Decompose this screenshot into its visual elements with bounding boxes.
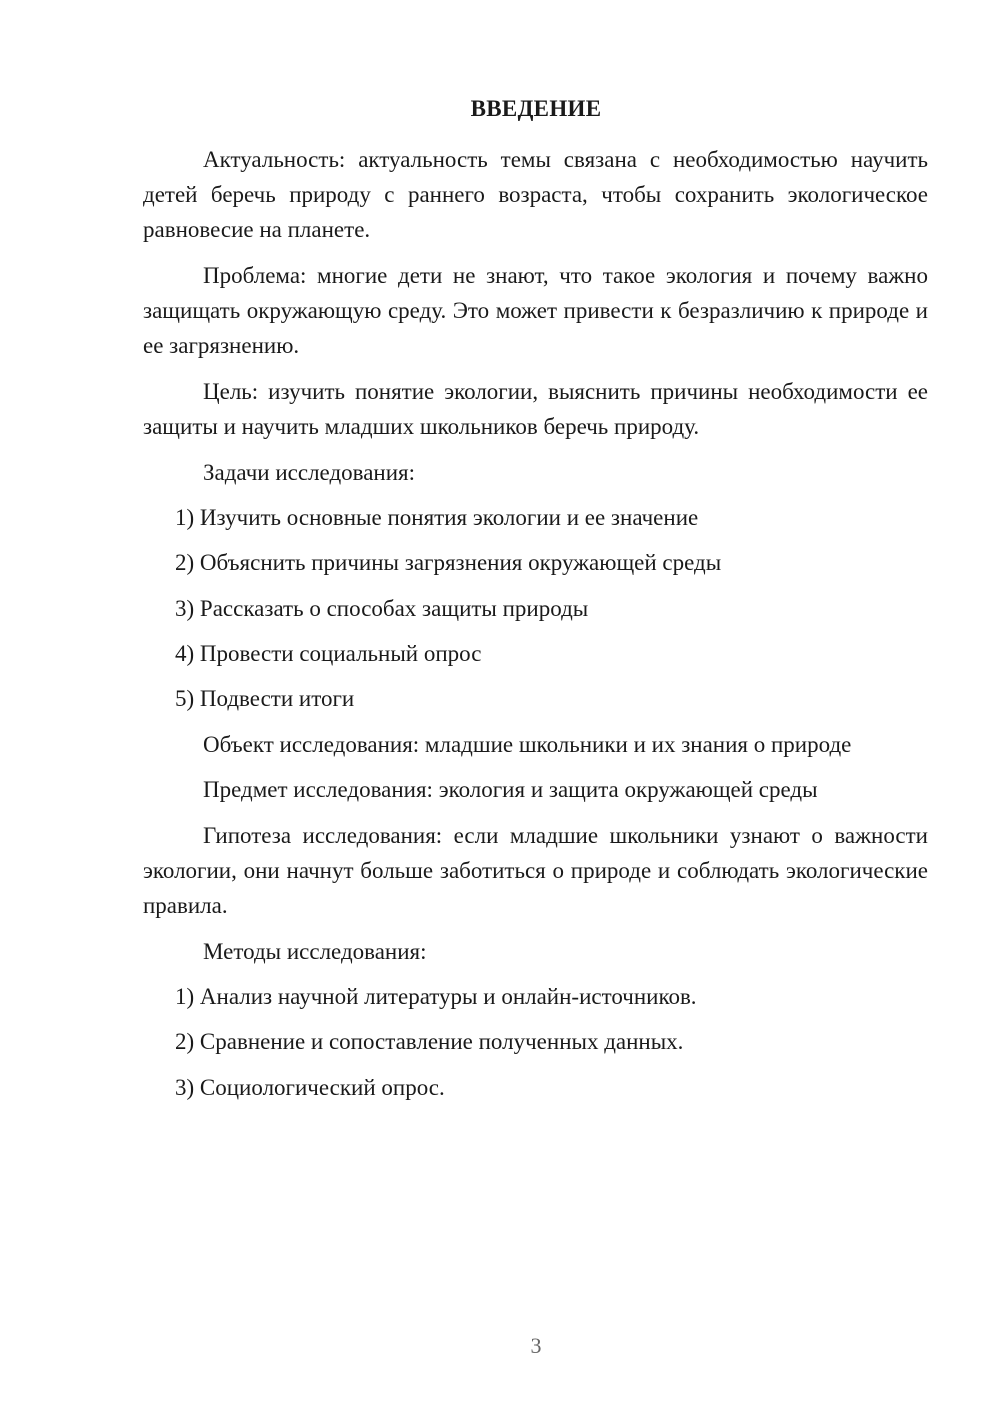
problem-paragraph: Проблема: многие дети не знают, что такое экология и почему важно защищать окружающую среду. Это может привести к безразличию к природе и ее загрязнению. <box>143 263 928 358</box>
page-number: 3 <box>530 1333 542 1358</box>
hypothesis-paragraph: Гипотеза исследования: если младшие школьники узнают о важности экологии, они начнут больше заботиться о природе и соблюдать экологические правила. <box>143 823 928 918</box>
object-line: Объект исследования: младшие школьники и их знания о природе <box>203 732 852 757</box>
method-item: 3) Социологический опрос. <box>175 1075 445 1100</box>
task-item: 1) Изучить основные понятия экологии и ее значение <box>175 505 699 530</box>
task-item: 2) Объяснить причины загрязнения окружающей среды <box>175 550 722 575</box>
method-item: 2) Сравнение и сопоставление полученных данных. <box>175 1029 684 1054</box>
task-item: 4) Провести социальный опрос <box>175 641 482 666</box>
task-item: 5) Подвести итоги <box>175 686 355 711</box>
tasks-heading: Задачи исследования: <box>203 460 416 485</box>
subject-line: Предмет исследования: экология и защита окружающей среды <box>203 777 818 802</box>
goal-paragraph: Цель: изучить понятие экологии, выяснить причины необходимости ее защиты и научить младших школьников беречь природу. <box>143 379 928 439</box>
methods-heading: Методы исследования: <box>203 939 427 964</box>
page-title: ВВЕДЕНИЕ <box>470 96 602 121</box>
method-item: 1) Анализ научной литературы и онлайн-источников. <box>175 984 697 1009</box>
task-item: 3) Рассказать о способах защиты природы <box>175 596 589 621</box>
relevance-paragraph: Актуальность: актуальность темы связана с необходимостью научить детей беречь природу с раннего возраста, чтобы сохранить экологическое равновесие на планете. <box>143 147 928 242</box>
